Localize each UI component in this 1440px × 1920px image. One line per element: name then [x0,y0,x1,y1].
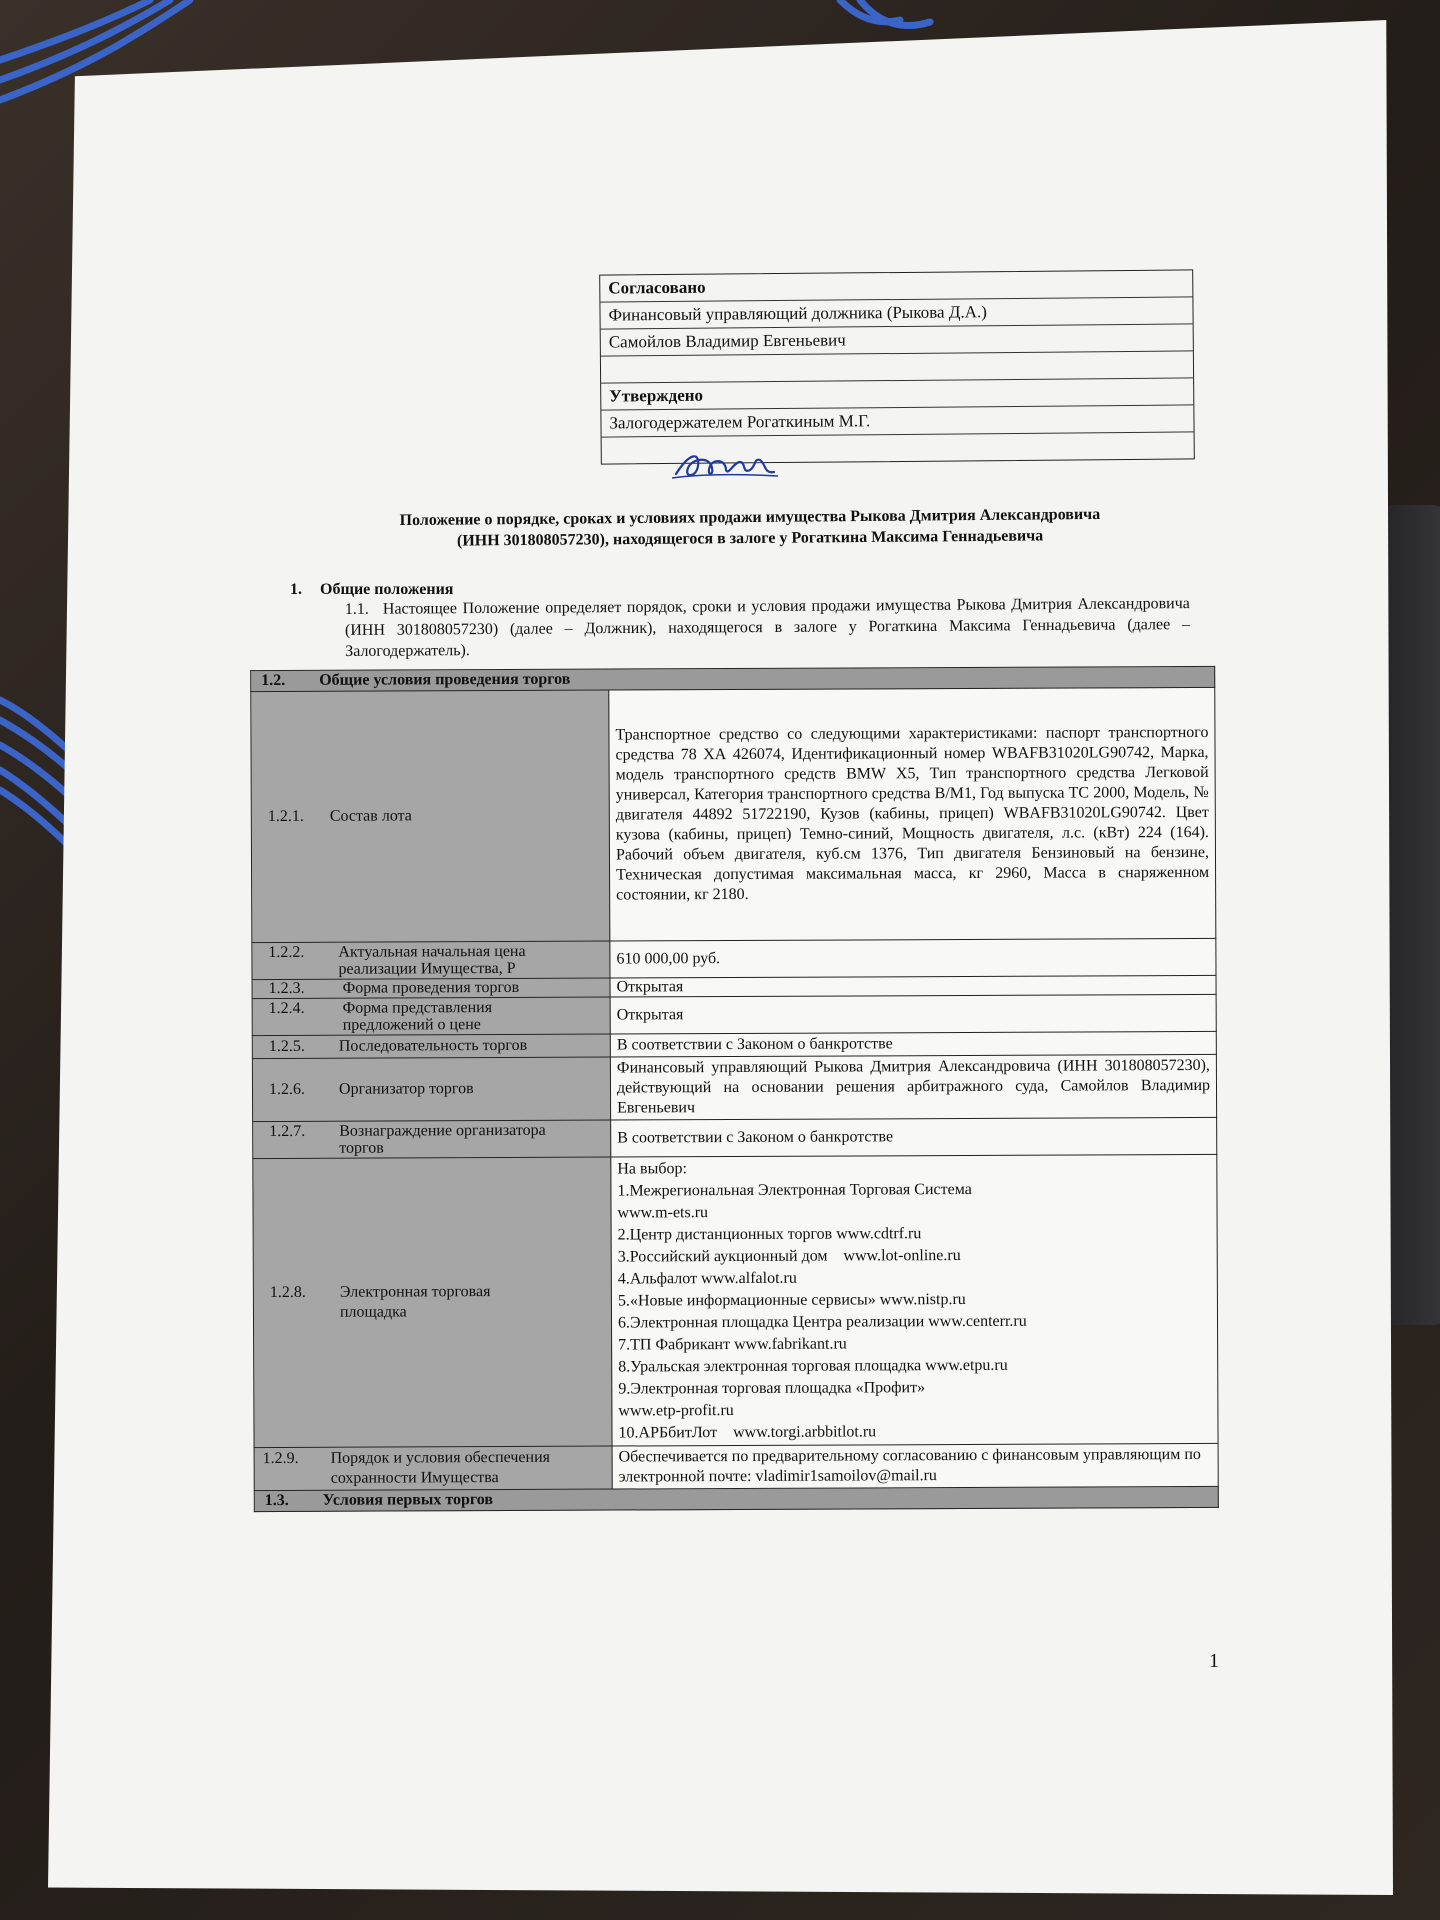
row-label-text: Состав лота [329,807,412,825]
row-number: 1.2.4. [268,999,305,1018]
header-1-3-number: 1.3. [264,1491,289,1510]
platform-link: www.m-ets.ru [617,1204,709,1222]
row-label [252,997,610,1036]
table-row [252,994,1216,1035]
paragraph-1-1-number: 1.1. [344,600,369,618]
approved-heading: Утверждено [601,378,1193,410]
platform-line: 6.Электронная площадка Центра реализации www.centerr.ru [617,1312,1027,1332]
platform-line: 5.«Новые информационные сервисы» www.nistp.ru [617,1290,966,1310]
approval-block [599,269,1195,464]
header-1-2-text: Общие условия проведения торгов [319,670,571,689]
platform-line: 2.Центр дистанционных торгов www.cdtrf.ru [617,1225,922,1244]
row-value: Открытая [610,994,1216,1034]
row-label-text: Актуальная начальная цена реализации Имущества, Р [338,942,526,978]
row-label-text: Вознаграждение организатора торгов [339,1121,546,1157]
row-label [254,1446,612,1491]
row-number: 1.2.5. [268,1037,305,1056]
table-row [251,687,1216,942]
platform-line: 7.ТП Фабрикант www.fabrikant.ru [618,1335,847,1354]
table-row [252,1054,1216,1121]
row-label-text: Последовательность торгов [338,1036,528,1055]
conditions-table [250,666,1219,1512]
row-label-text: Организатор торгов [338,1080,474,1098]
platform-line: 8.Уральская электронная торговая площадка www.etpu.ru [618,1356,1008,1376]
row-label [252,1057,610,1122]
handwritten-signature [670,448,780,484]
agreed-heading: Согласовано [600,270,1192,302]
section-1-title: Общие положения [320,581,454,598]
row-label [253,1120,611,1159]
header-1-2-number: 1.2. [261,671,286,690]
row-value: Открытая [610,975,1216,997]
approved-line-1: Залогодержателем Рогаткиным М.Г. [601,405,1193,437]
section-1-heading [290,581,471,599]
row-label [252,978,610,999]
row-value: 610 000,00 руб. [610,938,1216,978]
row-value: Финансовый управляющий Рыкова Дмитрия Александровича (ИНН 301808057230), действующий на основании решения арбитражного суда, Самойлов Владимир Евгеньевич [610,1054,1216,1120]
table-row [253,1154,1218,1447]
paragraph-1-1-text: Настоящее Положение определяет порядок, сроки и условия продажи имущества Рыкова Дмитрия Александровича (ИНН 301808057230) (далее – Должник), находящегося в залоге у Рогаткина Максима Геннадьевича (далее – Залогодержатель). [344,595,1191,660]
row-number: 1.2.3. [268,979,305,998]
table-row [254,1443,1218,1490]
row-label-text: Электронная торговая площадка [339,1283,491,1321]
paragraph-1-1 [345,593,1190,662]
agreed-line-2: Самойлов Владимир Евгеньевич [601,324,1193,356]
document-title [300,503,1200,553]
header-1-3-text: Условия первых торгов [322,1491,494,1509]
row-label [253,1157,612,1448]
row-label [252,941,610,980]
row-number: 1.2.2. [268,943,305,962]
row-value: Транспортное средство со следующими характеристиками: паспорт транспортного средства 78 ХА 426074, Идентификационный номер WBAFB31020LG90742, Марка, модель транспортного средств BMW X5, Тип транспортного средства Легковой универсал, Категория транспортного средства B/M1, Год выпуска ТС 2000, Модель, № двигателя 44892 51722190, Кузов (кабины, прицеп) WBAFB31020LG90742. Цвет кузова (кабины, прицеп) Темно-синий, Мощность двигателя, л.с. (кВт) 224 (164). Рабочий объем двигателя, куб.см 1376, Тип двигателя Бензиновый на бензине, Техническая допустимая максимальная масса, кг 2960, Масса в снаряженном состоянии, кг 2180. [609,687,1216,941]
row-label [252,1034,610,1059]
page-number: 1 [1209,1650,1219,1672]
platform-link: www.etp-profit.ru [618,1402,734,1420]
table-header-1-3 [254,1486,1218,1511]
row-value: Обеспечивается по предварительному согласованию с финансовым управляющим по электронной почте: vladimir1samoilov@mail.ru [612,1443,1218,1489]
document-title-line-2: (ИНН 301808057230), находящегося в залоге у Рогаткина Максима Геннадьевича [456,527,1044,550]
row-number: 1.2.7. [269,1122,306,1141]
row-value-platforms [611,1154,1218,1446]
section-1-number: 1. [290,581,302,598]
row-number: 1.2.6. [268,1080,306,1099]
row-label [251,690,610,943]
row-number: 1.2.1. [267,807,304,826]
row-number: 1.2.8. [269,1283,306,1302]
platform-line: 10.АРБбитЛот www.torgi.arbbitlot.ru [618,1423,877,1442]
platform-line: 1.Межрегиональная Электронная Торговая Система [617,1180,972,1200]
document-title-line-1: Положение о порядке, сроках и условиях продажи имущества Рыкова Дмитрия Александровича [399,505,1101,530]
row-label-text: Порядок и условия обеспечения сохранности Имущества [330,1448,551,1487]
row-value: В соответствии с Законом о банкротстве [611,1117,1217,1157]
platform-line: 3.Российский аукционный дом www.lot-online.ru [617,1247,961,1266]
row-value: В соответствии с Законом о банкротстве [610,1031,1216,1057]
table-row [253,1117,1217,1158]
row-number: 1.2.9. [262,1449,299,1468]
platform-line: На выбор: [617,1160,687,1178]
table-row [252,938,1216,979]
platform-line: 9.Электронная торговая площадка «Профит» [618,1379,926,1398]
row-label-text: Форма проведения торгов [342,978,520,997]
row-label-text: Форма представления предложений о цене [342,999,493,1034]
platform-line: 4.Альфалот www.alfalot.ru [617,1269,797,1288]
agreed-line-1: Финансовый управляющий должника (Рыкова Д.А.) [600,297,1192,329]
